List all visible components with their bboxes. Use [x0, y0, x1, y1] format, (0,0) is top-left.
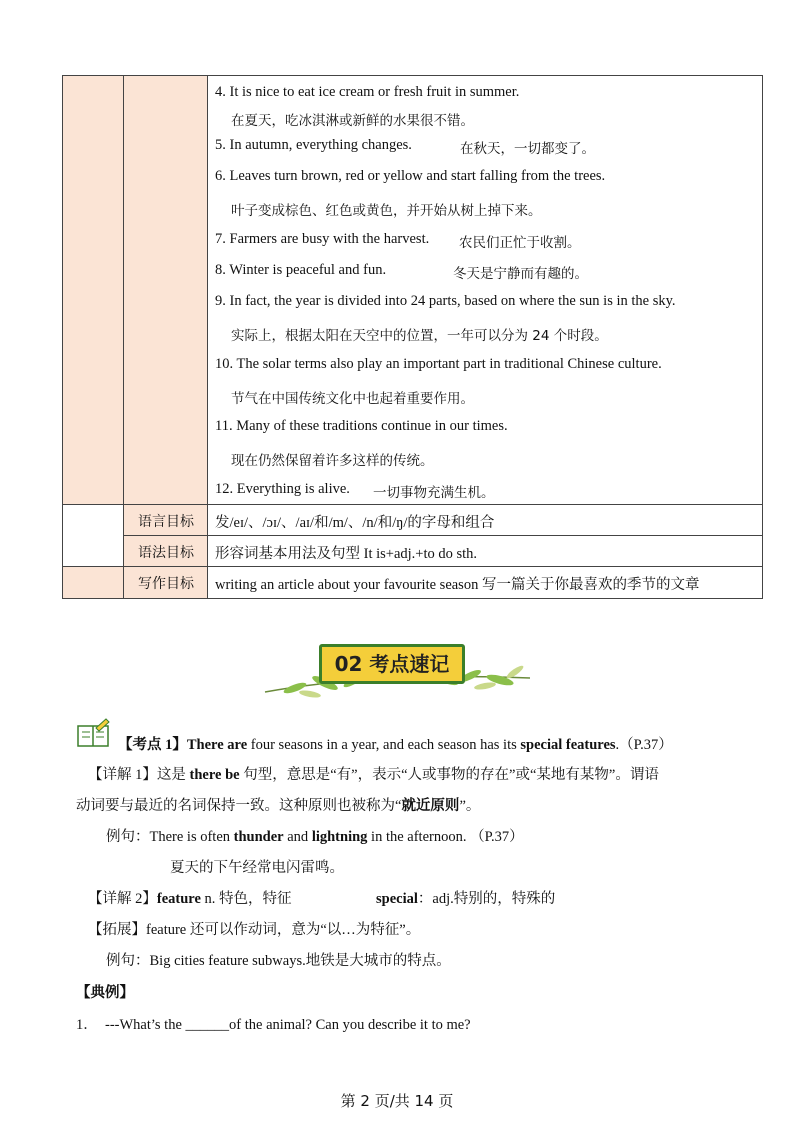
xiangjie-bold: there be: [189, 767, 240, 783]
example-bold: lightning: [311, 829, 368, 845]
row-label-language: 语言目标: [138, 514, 194, 530]
xiangjie-text: 动词要与最近的名词保持一致。这种原则也被称为“: [76, 798, 402, 814]
row-label-writing: 写作目标: [138, 576, 194, 592]
sentence-en: 10. The solar terms also play an important part in traditional Chinese culture.: [215, 356, 662, 372]
sentence-en: 9. In fact, the year is divided into 24 parts, based on where the sun is in the sky.: [215, 293, 676, 309]
tuozhan: [88, 918, 420, 939]
sentence-zh: 在秋天，一切都变了。: [460, 141, 595, 157]
grammar-goal: 形容词基本用法及句型 It is+adj.+to do sth.: [215, 546, 478, 562]
notebook-icon: [76, 718, 110, 748]
xiangjie-1-line2: [76, 794, 480, 815]
sentence-zh: 农民们正忙于收割。: [459, 235, 581, 251]
example-label: 例句：: [106, 829, 150, 845]
xiangjie-text: ”。: [459, 798, 481, 814]
section-title: 02 考点速记: [319, 644, 465, 684]
example-text: in the afternoon. （P.37）: [367, 829, 524, 845]
section-title-banner: [255, 636, 535, 706]
dianli-heading: 【典例】: [76, 985, 134, 1001]
answer-blank[interactable]: ______: [185, 1017, 230, 1033]
sentence-en: 6. Leaves turn brown, red or yellow and start falling from the trees.: [215, 168, 606, 184]
xiangjie-text: ：adj.特别的，特殊的: [417, 891, 556, 907]
kaodian-page-ref: .（P.37）: [615, 737, 673, 753]
sentence-zh: 现在仍然保留着许多这样的传统。: [231, 453, 434, 469]
sentence-zh: 冬天是宁静而有趣的。: [453, 266, 588, 282]
sentence-en: 8. Winter is peaceful and fun.: [215, 262, 387, 278]
xiangjie-2: [88, 887, 292, 908]
xiangjie-2-special: [376, 887, 555, 908]
xiangjie-bold: feature: [156, 891, 201, 907]
content-table: [62, 75, 763, 599]
xiangjie-bold: 就近原则: [401, 798, 460, 814]
example-text: There is often: [149, 829, 234, 845]
xiangjie-1-line1: [88, 763, 659, 784]
question-number: 1．: [76, 1017, 98, 1033]
sentence-zh: 节气在中国传统文化中也起着重要作用。: [231, 391, 474, 407]
question-text: ---What’s the: [105, 1017, 186, 1033]
row-label-grammar: 语法目标: [138, 545, 194, 561]
language-goal: 发/eɪ/、/ɔɪ/、/aɪ/和/m/、/n/和/ŋ/的字母和组合: [215, 515, 495, 531]
sentence-zh: 一切事物充满生机。: [373, 485, 495, 501]
question-1: [76, 1013, 471, 1034]
xiangjie-text: n. 特色，特征: [200, 891, 292, 907]
example-label: 例句：: [106, 953, 150, 969]
sentence-en: 4. It is nice to eat ice cream or fresh fruit in summer.: [215, 84, 520, 100]
xiangjie-label: 【详解 1】: [88, 767, 157, 783]
example-1: [106, 825, 524, 846]
example-bold: thunder: [233, 829, 284, 845]
page-footer: 第 2 页/共 14 页: [340, 1092, 454, 1110]
example-2: [106, 949, 451, 970]
xiangjie-text: 句型，意思是“有”，表示“人或事物的存在”或“某地有某物”。谓语: [239, 767, 659, 783]
kaodian-text: four seasons in a year, and each season has its: [247, 737, 521, 753]
xiangjie-bold: special: [376, 891, 418, 907]
question-text: of the animal? Can you describe it to me?: [229, 1017, 471, 1033]
sentence-en: 7. Farmers are busy with the harvest.: [215, 231, 430, 247]
kaodian-label: 【考点 1】: [118, 737, 187, 753]
kaodian-bold-there-are: There are: [186, 737, 248, 753]
example-text: and: [283, 829, 312, 845]
sentence-en: 11. Many of these traditions continue in our times.: [215, 418, 508, 434]
writing-goal: writing an article about your favourite season 写一篇关于你最喜欢的季节的文章: [215, 577, 700, 593]
xiangjie-label: 【详解 2】: [88, 891, 157, 907]
sentence-zh: 叶子变成棕色、红色或黄色，并开始从树上掉下来。: [231, 203, 542, 219]
example-1-zh: 夏天的下午经常电闪雷鸣。: [170, 860, 344, 876]
sentence-en: 12. Everything is alive.: [215, 481, 350, 497]
xiangjie-text: 这是: [156, 767, 190, 783]
sentence-zh: 实际上，根据太阳在天空中的位置，一年可以分为 24 个时段。: [231, 328, 608, 344]
sentence-zh: 在夏天，吃冰淇淋或新鲜的水果很不错。: [231, 113, 474, 129]
tuozhan-label: 【拓展】: [88, 922, 146, 938]
example-text: Big cities feature subways.地铁是大城市的特点。: [149, 953, 451, 969]
sentence-en: 5. In autumn, everything changes.: [215, 137, 412, 153]
kaodian-1: [118, 733, 673, 754]
kaodian-bold-special-features: special features: [520, 737, 616, 753]
tuozhan-text: feature 还可以作动词，意为“以…为特征”。: [146, 922, 421, 938]
